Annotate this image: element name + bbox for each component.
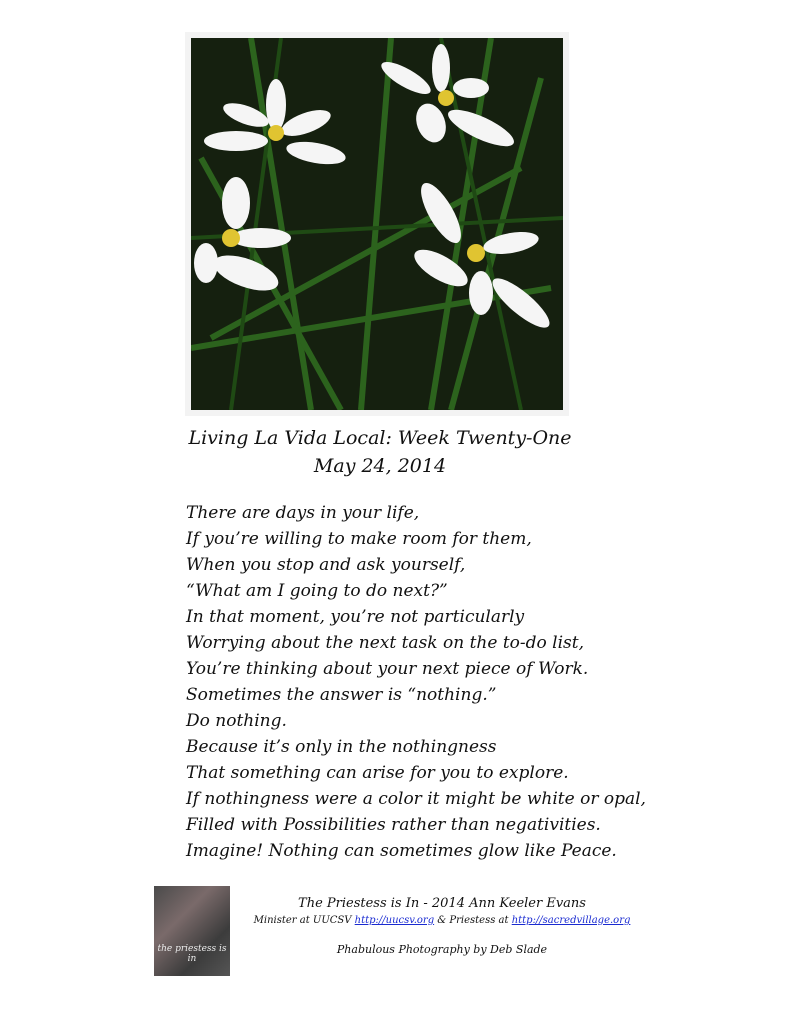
sacredvillage-link[interactable]: http://sacredvillage.org: [511, 915, 631, 926]
poem-line: Sometimes the answer is “nothing.”: [186, 685, 497, 705]
footer: [232, 895, 652, 957]
poem-line: Because it’s only in the nothingness: [186, 737, 497, 757]
page-date: May 24, 2014: [313, 455, 447, 477]
poem-line: When you stop and ask yourself,: [186, 555, 466, 575]
priestess-label: & Priestess at: [437, 915, 509, 926]
poem-line: That something can arise for you to explore.: [186, 763, 569, 783]
poem-line: In that moment, you’re not particularly: [186, 607, 525, 627]
flower-photo-frame: [185, 32, 569, 416]
poem: [186, 500, 746, 864]
uucsv-link[interactable]: http://uucsv.org: [354, 915, 435, 926]
poem-line: There are days in your life,: [186, 503, 420, 523]
poem-line: If you’re willing to make room for them,: [186, 529, 532, 549]
poem-line: Filled with Possibilities rather than negativities.: [186, 815, 601, 835]
poem-line: You’re thinking about your next piece of Work.: [186, 659, 589, 679]
minister-label: Minister at UUCSV: [253, 915, 352, 926]
photo-credit: Phabulous Photography by Deb Slade: [336, 943, 548, 956]
poem-line: Imagine! Nothing can sometimes glow like Peace.: [186, 841, 617, 861]
poem-line: Do nothing.: [186, 711, 287, 731]
page-title: Living La Vida Local: Week Twenty-One: [188, 427, 572, 449]
logo-text: the priestess is in: [157, 944, 227, 964]
poem-line: If nothingness were a color it might be white or opal,: [186, 789, 646, 809]
title-block: [150, 424, 610, 480]
poem-line: Worrying about the next task on the to-do list,: [186, 633, 584, 653]
priestess-logo: [154, 886, 230, 976]
footer-affiliations: [232, 913, 652, 928]
footer-title: The Priestess is In - 2014 Ann Keeler Evans: [298, 896, 586, 911]
poem-line: “What am I going to do next?”: [186, 581, 448, 601]
flower-photo: [191, 38, 563, 410]
